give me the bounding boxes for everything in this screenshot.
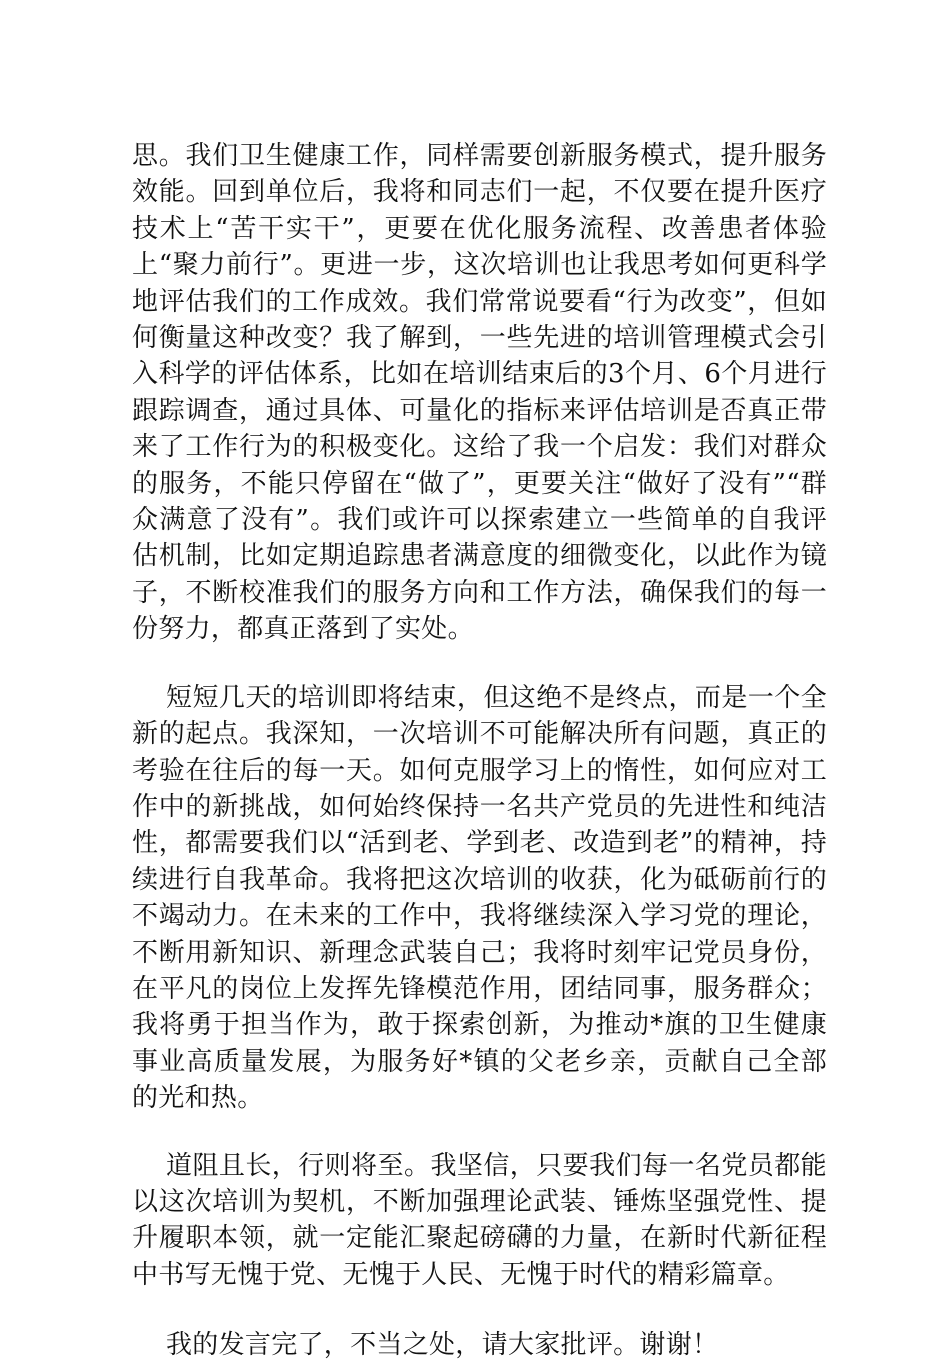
paragraph-conclusion: 道阻且长，行则将至。我坚信，只要我们每一名党员都能以这次培训为契机，不断加强理论武装、锤炼坚强党性、提升履职本领，就一定能汇聚起磅礴的力量，在新时代新征程中书写无愧于党、无愧于人民、无愧于时代的精彩篇章。 — [132, 1150, 827, 1290]
paragraph-closing-remarks: 我的发言完了，不当之处，请大家批评。谢谢！ — [166, 1330, 719, 1361]
document-page — [132, 138, 827, 1364]
paragraph-training-end: 短短几天的培训即将结束，但这绝不是终点，而是一个全新的起点。我深知，一次培训不可能解决所有问题，真正的考验在往后的每一天。如何克服学习上的惰性，如何应对工作中的新挑战，如何始终保持一名共产党员的先进性和纯洁性，都需要我们以“活到老、学到老、改造到老”的精神，持续进行自我革命。我将把这次培训的收获，化为砥砺前行的不竭动力。在未来的工作中，我将继续深入学习党的理论，不断用新知识、新理念武装自己；我将时刻牢记党员身份，在平凡的岗位上发挥先锋模范作用，团结同事，服务群众；我将勇于担当作为，敢于探索创新，为推动*旗的卫生健康事业高质量发展，为服务好*镇的父老乡亲，贡献自己全部的光和热。 — [132, 682, 827, 1114]
paragraph-continued: 思。我们卫生健康工作，同样需要创新服务模式，提升服务效能。回到单位后，我将和同志们一起，不仅要在提升医疗技术上“苦干实干”，更要在优化服务流程、改善患者体验上“聚力前行”。更进一步，这次培训也让我思考如何更科学地评估我们的工作成效。我们常常说要看“行为改变”，但如何衡量这种改变？我了解到，一些先进的培训管理模式会引入科学的评估体系，比如在培训结束后的3个月、6个月进行跟踪调查，通过具体、可量化的指标来评估培训是否真正带来了工作行为的积极变化。这给了我一个启发：我们对群众的服务，不能只停留在“做了”，更要关注“做好了没有”“群众满意了没有”。我们或许可以探索建立一些简单的自我评估机制，比如定期追踪患者满意度的细微变化，以此作为镜子，不断校准我们的服务方向和工作方法，确保我们的每一份努力，都真正落到了实处。 — [132, 141, 827, 645]
